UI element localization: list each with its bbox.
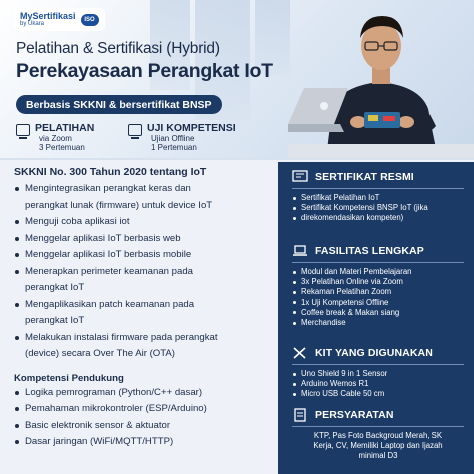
mode-uji-head: UJI KOMPETENSI — [147, 122, 236, 134]
sertifikat-separator — [292, 188, 464, 189]
instructor-photo — [288, 4, 474, 158]
persyaratan-line3: minimal D3 — [358, 451, 398, 461]
skkni-item: Melakukan instalasi firmware pada perangkat — [14, 330, 276, 347]
section-divider — [0, 158, 474, 160]
persyaratan-line2: Kerja, CV, Memiliki Laptop dan Ijazah — [313, 441, 443, 451]
hero-banner — [0, 0, 474, 158]
kit-item: Uno Shield 9 in 1 Sensor — [292, 369, 464, 379]
sertifikat-block — [292, 170, 464, 224]
persyaratan-separator — [292, 426, 464, 427]
fasilitas-item: 3x Pelatihan Online via Zoom — [292, 277, 464, 287]
brand-name: MySertifikasi — [20, 11, 76, 21]
mode-uji-sub2: 1 Pertemuan — [151, 143, 197, 152]
pendukung-item: Logika pemrograman (Python/C++ dasar) — [14, 385, 276, 402]
certificate-icon — [292, 170, 308, 184]
mode-pelatihan-head: PELATIHAN — [35, 122, 95, 134]
sertifikat-item: Sertifikat Pelatihan IoT — [292, 193, 464, 203]
laptop-icon — [292, 244, 308, 258]
kit-title: KIT YANG DIGUNAKAN — [315, 347, 433, 359]
mode-pelatihan-sub1: via Zoom — [39, 134, 72, 143]
fasilitas-block — [292, 244, 464, 328]
skkni-item: (device) secara Over The Air (OTA) — [25, 348, 175, 359]
sertifikat-title: SERTIFIKAT RESMI — [315, 171, 414, 183]
kit-block — [292, 346, 464, 400]
skkni-item: Mengintegrasikan perangkat keras dan — [14, 181, 276, 198]
pendukung-title: Kompetensi Pendukung — [14, 372, 124, 384]
hero-title-line1: Pelatihan & Sertifikasi (Hybrid) — [16, 40, 220, 57]
fasilitas-item: Merchandise — [292, 318, 464, 328]
fasilitas-item: Modul dan Materi Pembelajaran — [292, 267, 464, 277]
laptop-icon — [16, 124, 30, 136]
mode-pelatihan-sub2: 3 Pertemuan — [39, 143, 85, 152]
skkni-title: SKKNI No. 300 Tahun 2020 tentang IoT — [14, 166, 207, 178]
kit-separator — [292, 364, 464, 365]
fasilitas-separator — [292, 262, 464, 263]
skkni-item: perangkat IoT — [25, 282, 85, 293]
brand-logo[interactable] — [14, 8, 105, 31]
skkni-item: Menggelar aplikasi IoT berbasis mobile — [14, 247, 276, 264]
brand-by: by Ukara — [20, 21, 45, 27]
fasilitas-item: Rekaman Pelatihan Zoom — [292, 287, 464, 297]
kit-item: Micro USB Cable 50 cm — [292, 389, 464, 399]
tools-icon — [292, 346, 308, 360]
sertifikat-item-cont — [292, 213, 464, 223]
mode-pelatihan — [16, 122, 94, 152]
info-panel — [278, 162, 474, 474]
mode-uji-kompetensi — [128, 122, 236, 152]
iso-badge: ISO — [81, 14, 99, 26]
skkni-item: perangkat IoT — [25, 315, 85, 326]
hero-tagline-pill: Berbasis SKKNI & bersertifikat BNSP — [16, 95, 222, 114]
pendukung-item: Dasar jaringan (WiFi/MQTT/HTTP) — [14, 434, 276, 451]
persyaratan-block — [292, 408, 464, 462]
persyaratan-title: PERSYARATAN — [315, 409, 394, 421]
hero-title-line2: Perekayasaan Perangkat IoT — [16, 60, 273, 82]
pendukung-item: Basic elektronik sensor & aktuator — [14, 418, 276, 435]
sertifikat-item-cont-text: direkomendasikan kompeten) — [301, 213, 404, 223]
pendukung-item: Pemahaman mikrokontroler (ESP/Arduino) — [14, 401, 276, 418]
fasilitas-title: FASILITAS LENGKAP — [315, 245, 424, 257]
skkni-item: perangkat lunak (firmware) untuk device IoT — [25, 199, 213, 211]
monitor-icon — [128, 124, 142, 136]
fasilitas-item: 1x Uji Kompetensi Offline — [292, 298, 464, 308]
skkni-item: Mengaplikasikan patch keamanan pada — [14, 297, 276, 314]
skkni-item: Menguji coba aplikasi iot — [14, 214, 276, 231]
fasilitas-item: Coffee break & Makan siang — [292, 308, 464, 318]
skkni-section — [14, 166, 276, 451]
sertifikat-item: Sertifikat Kompetensi BNSP IoT (jika — [292, 203, 464, 213]
kit-item: Arduino Wemos R1 — [292, 379, 464, 389]
persyaratan-line1: KTP, Pas Foto Backgroud Merah, SK — [313, 431, 443, 440]
mode-uji-sub1: Ujian Offline — [151, 134, 195, 143]
skkni-item: Menggelar aplikasi IoT berbasis web — [14, 231, 276, 248]
document-icon — [292, 408, 308, 422]
skkni-item: Menerapkan perimeter keamanan pada — [14, 264, 276, 281]
